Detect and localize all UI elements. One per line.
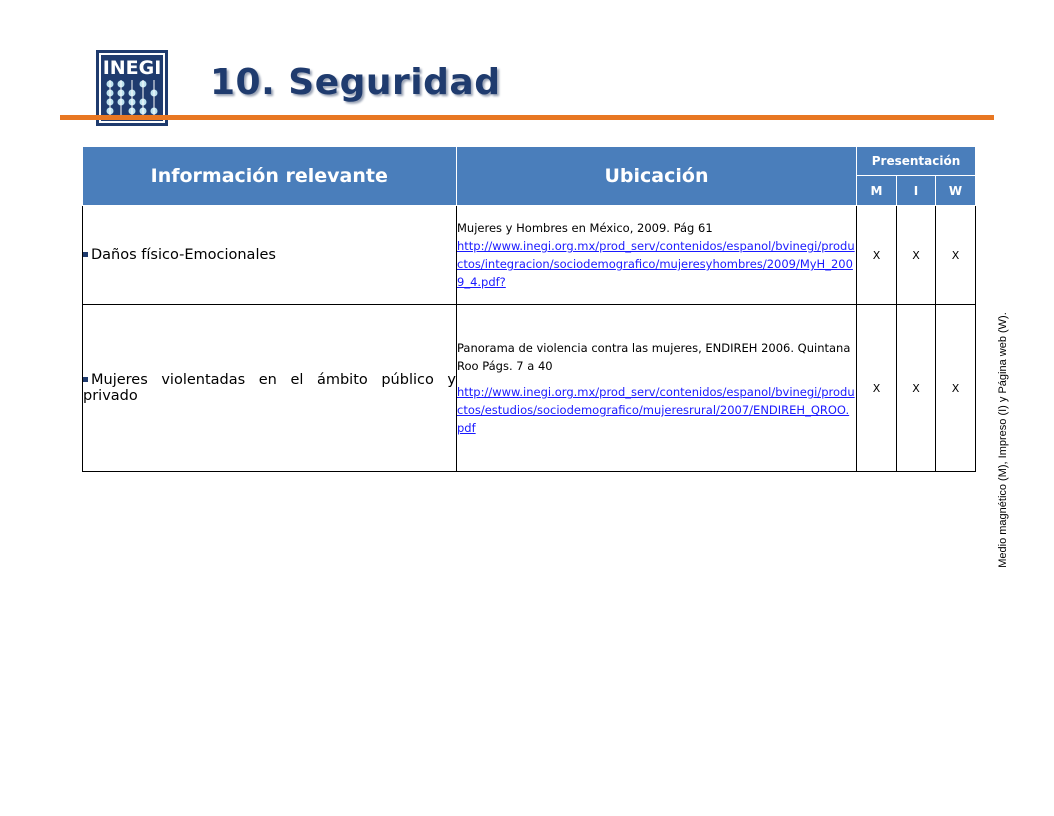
header-w: W [936,176,976,206]
table-row [83,206,976,305]
header-location: Ubicación [457,147,857,206]
mark-w: X [936,206,976,305]
location-cell [457,206,857,305]
location-cell [457,305,857,472]
mark-i: X [897,305,936,472]
svg-text:INEGI: INEGI [102,57,162,79]
info-table [82,147,976,472]
bullet-icon [83,252,88,257]
mark-i: X [897,206,936,305]
header-info: Información relevante [83,147,457,206]
header-m: M [857,176,897,206]
table-row [83,305,976,472]
header-i: I [897,176,936,206]
info-cell [83,206,457,305]
mark-m: X [857,206,897,305]
info-text: Mujeres violentadas en el ámbito público y privado [83,372,456,404]
legend-note: Medio magnético (M), Impreso (I) y Página web (W). [997,312,1009,568]
source-text: Mujeres y Hombres en México, 2009. Pág 61 [457,221,713,235]
source-link[interactable]: http://www.inegi.org.mx/prod_serv/contenidos/espanol/bvinegi/productos/integracion/sociodemografico/mujeresyhombres/2009/MyH_2009_4.pdf? [457,239,855,289]
source-text: Panorama de violencia contra las mujeres, ENDIREH 2006. Quintana Roo Págs. 7 a 40 [457,341,851,373]
header-presentation: Presentación [857,147,976,176]
header-divider [60,115,994,120]
mark-w: X [936,305,976,472]
bullet-icon [83,377,88,382]
page-title: 10. Seguridad [210,62,501,103]
info-cell [83,305,457,472]
info-text: Daños físico-Emocionales [91,247,276,263]
source-link[interactable]: http://www.inegi.org.mx/prod_serv/contenidos/espanol/bvinegi/productos/estudios/sociodemografico/mujeresrural/2007/ENDIREH_QROO.pdf [457,385,855,435]
mark-m: X [857,305,897,472]
